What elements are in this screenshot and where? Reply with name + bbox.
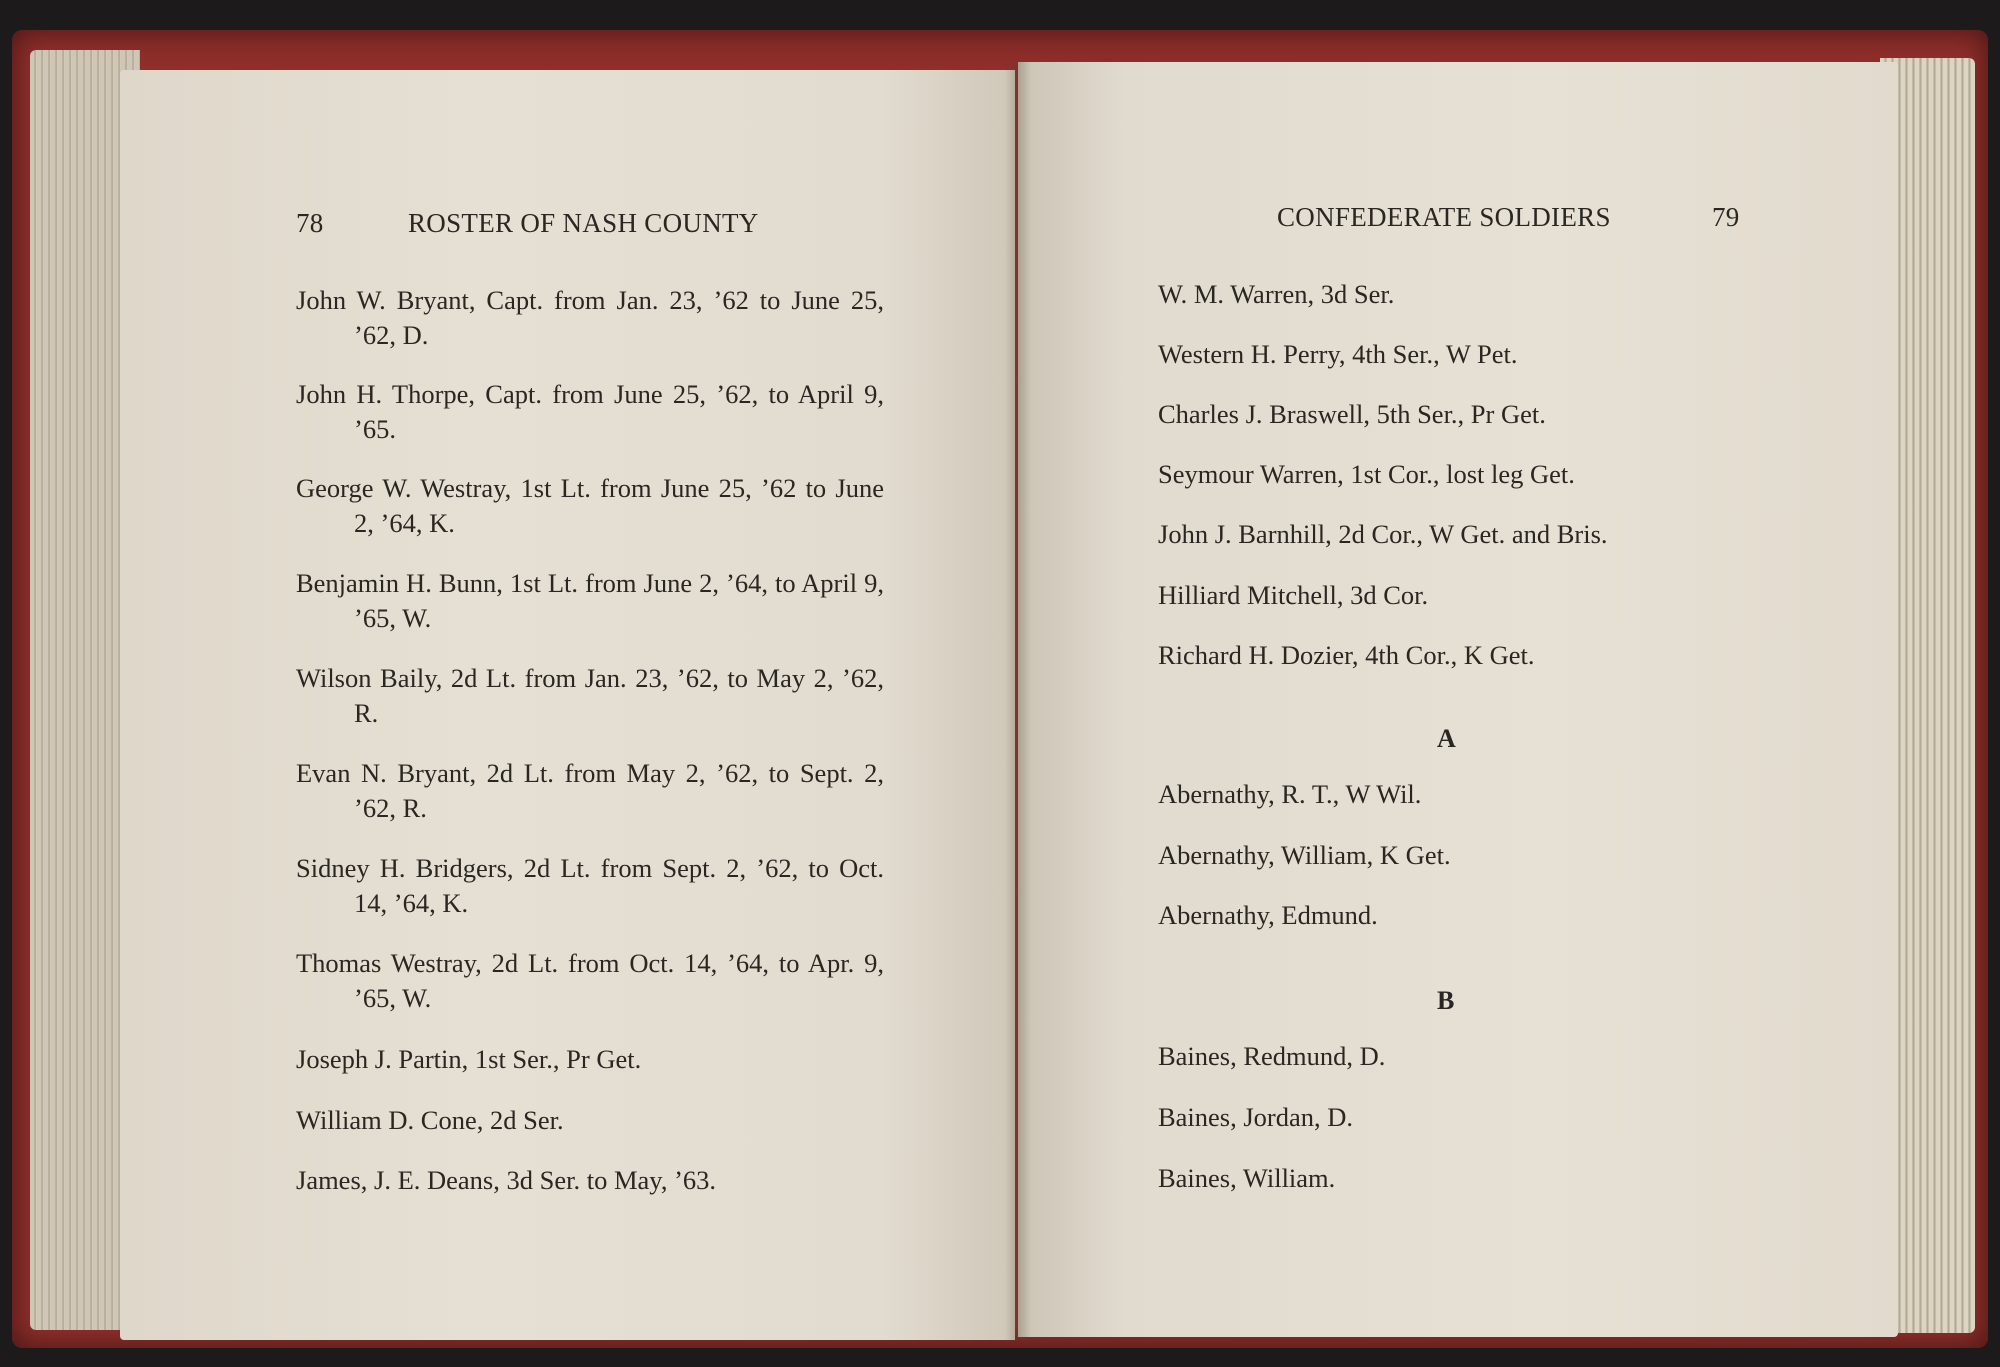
roster-entry: Hilliard Mitchell, 3d Cor. xyxy=(1158,580,1429,610)
roster-entry: Evan N. Bryant, 2d Lt. from May 2, ’62, to Sept. 2, ’62, R. xyxy=(296,758,884,823)
roster-entry: William D. Cone, 2d Ser. xyxy=(296,1105,564,1135)
roster-entry: Joseph J. Partin, 1st Ser., Pr Get. xyxy=(296,1044,642,1074)
left-page-number: 78 xyxy=(296,208,324,238)
right-page-number: 79 xyxy=(1712,202,1740,232)
roster-entry: Abernathy, William, K Get. xyxy=(1158,840,1451,870)
roster-entry: Baines, William. xyxy=(1158,1163,1336,1193)
right-running-head: CONFEDERATE SOLDIERS xyxy=(1277,202,1611,232)
roster-entry: Benjamin H. Bunn, 1st Lt. from June 2, ’64, to April 9, ’65, W. xyxy=(296,568,884,633)
roster-entry: John J. Barnhill, 2d Cor., W Get. and Bris. xyxy=(1158,519,1608,549)
roster-entry: Seymour Warren, 1st Cor., lost leg Get. xyxy=(1158,459,1575,489)
roster-entry: Baines, Redmund, D. xyxy=(1158,1041,1386,1071)
roster-entry: George W. Westray, 1st Lt. from June 25, ’62 to June 2, ’64, K. xyxy=(296,473,884,538)
roster-entry: Charles J. Braswell, 5th Ser., Pr Get. xyxy=(1158,399,1546,429)
right-page xyxy=(1018,62,1898,1337)
left-running-head: ROSTER OF NASH COUNTY xyxy=(408,208,759,238)
roster-entry: Baines, Jordan, D. xyxy=(1158,1102,1354,1132)
roster-entry: Western H. Perry, 4th Ser., W Pet. xyxy=(1158,339,1518,369)
roster-entry: Abernathy, R. T., W Wil. xyxy=(1158,779,1422,809)
section-letter-a: A xyxy=(1437,724,1456,753)
roster-entry: Thomas Westray, 2d Lt. from Oct. 14, ’64, to Apr. 9, ’65, W. xyxy=(296,948,884,1013)
roster-entry: Abernathy, Edmund. xyxy=(1158,900,1378,930)
roster-entry: John H. Thorpe, Capt. from June 25, ’62, to April 9, ’65. xyxy=(296,379,884,444)
book-gutter xyxy=(1005,62,1031,1340)
roster-entry: W. M. Warren, 3d Ser. xyxy=(1158,279,1395,309)
roster-entry: Richard H. Dozier, 4th Cor., K Get. xyxy=(1158,640,1535,670)
roster-entry: James, J. E. Deans, 3d Ser. to May, ’63. xyxy=(296,1165,717,1195)
roster-entry: John W. Bryant, Capt. from Jan. 23, ’62 to June 25, ’62, D. xyxy=(296,285,884,350)
roster-entry: Wilson Baily, 2d Lt. from Jan. 23, ’62, to May 2, ’62, R. xyxy=(296,663,884,728)
roster-entry: Sidney H. Bridgers, 2d Lt. from Sept. 2, ’62, to Oct. 14, ’64, K. xyxy=(296,853,884,918)
section-letter-b: B xyxy=(1437,986,1455,1015)
